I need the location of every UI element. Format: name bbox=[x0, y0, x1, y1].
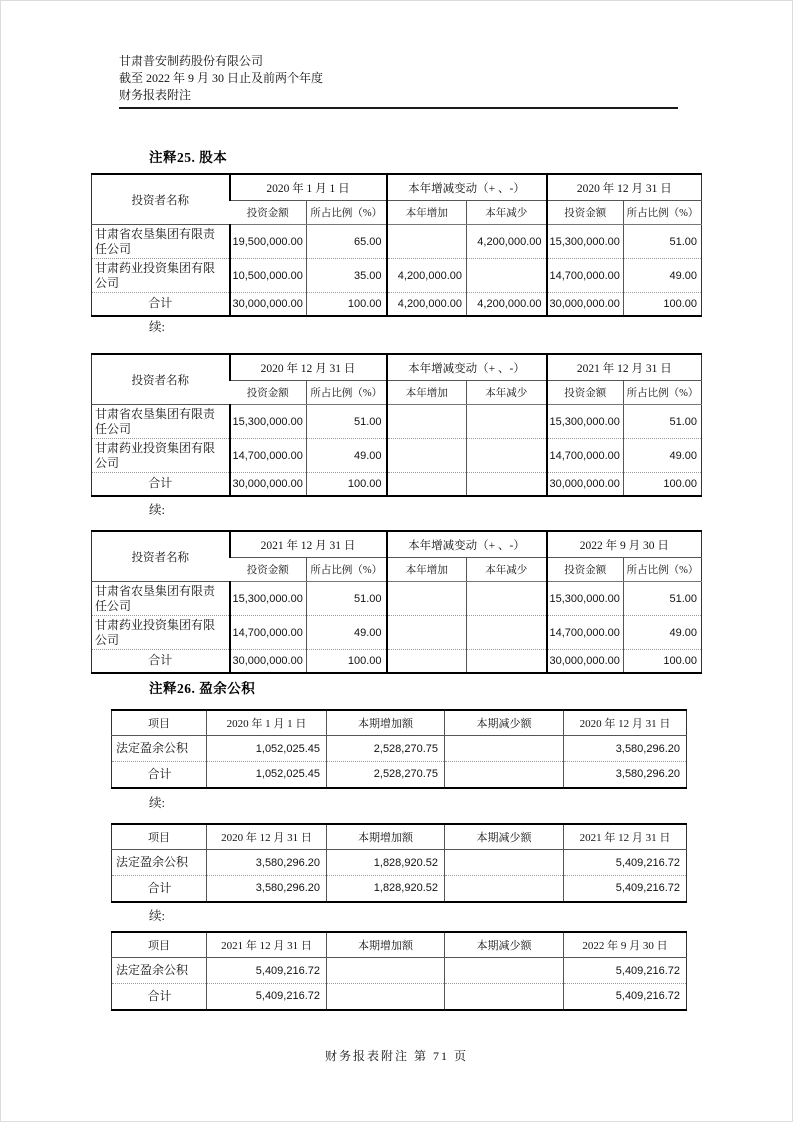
value-cell bbox=[445, 762, 564, 788]
value-cell: 49.00 bbox=[624, 259, 702, 293]
column-header: 本期减少额 bbox=[445, 932, 564, 958]
table-row bbox=[92, 259, 702, 293]
value-cell: 1,052,025.45 bbox=[207, 762, 327, 788]
investor-name-cell: 合计 bbox=[92, 473, 230, 496]
investor-name-cell: 甘肃药业投资集团有限公司 bbox=[92, 259, 230, 293]
column-header: 本期增加额 bbox=[327, 932, 445, 958]
investor-name-cell: 甘肃省农垦集团有限责任公司 bbox=[92, 582, 230, 616]
period-start-header: 2020 年 1 月 1 日 bbox=[230, 174, 387, 201]
investor-name-cell: 甘肃药业投资集团有限公司 bbox=[92, 439, 230, 473]
value-cell bbox=[387, 616, 467, 650]
value-cell: 15,300,000.00 bbox=[230, 582, 307, 616]
value-cell: 100.00 bbox=[624, 293, 702, 316]
period-start-header: 2020 年 12 月 31 日 bbox=[230, 354, 387, 381]
value-cell bbox=[445, 958, 564, 984]
investor-name-cell: 甘肃药业投资集团有限公司 bbox=[92, 616, 230, 650]
item-name-cell: 法定盈余公积 bbox=[112, 736, 207, 762]
value-cell bbox=[387, 405, 467, 439]
change-header: 本年增减变动（+ 、-） bbox=[387, 531, 547, 558]
table-row bbox=[112, 736, 687, 762]
period-end-header: 2020 年 12 月 31 日 bbox=[547, 174, 702, 201]
value-cell: 51.00 bbox=[624, 225, 702, 259]
continued-label: 续: bbox=[149, 909, 165, 923]
value-cell: 15,300,000.00 bbox=[230, 405, 307, 439]
value-cell: 30,000,000.00 bbox=[230, 293, 307, 316]
note26-title: 注释26. 盈余公积 bbox=[149, 681, 256, 696]
value-cell: 5,409,216.72 bbox=[564, 958, 687, 984]
item-name-cell: 法定盈余公积 bbox=[112, 958, 207, 984]
column-header: 2020 年 12 月 31 日 bbox=[207, 824, 327, 850]
value-cell: 49.00 bbox=[624, 439, 702, 473]
item-name-cell: 合计 bbox=[112, 984, 207, 1010]
value-cell bbox=[445, 876, 564, 902]
sub-header: 所占比例（%） bbox=[624, 381, 702, 405]
value-cell bbox=[467, 259, 547, 293]
page-footer: 财务报表附注 第 71 页 bbox=[324, 1049, 468, 1063]
investor-name-header: 投资者名称 bbox=[92, 354, 230, 405]
sub-header: 本年减少 bbox=[467, 201, 547, 225]
value-cell: 100.00 bbox=[307, 650, 387, 673]
value-cell: 30,000,000.00 bbox=[547, 293, 624, 316]
column-header: 本期减少额 bbox=[445, 824, 564, 850]
value-cell: 100.00 bbox=[624, 650, 702, 673]
sub-header: 本年增加 bbox=[387, 201, 467, 225]
value-cell: 1,828,920.52 bbox=[327, 876, 445, 902]
value-cell: 3,580,296.20 bbox=[564, 762, 687, 788]
value-cell: 10,500,000.00 bbox=[230, 259, 307, 293]
doc-type-line: 财务报表附注 bbox=[119, 88, 192, 102]
sub-header: 所占比例（%） bbox=[624, 201, 702, 225]
value-cell: 14,700,000.00 bbox=[230, 616, 307, 650]
investor-name-cell: 甘肃省农垦集团有限责任公司 bbox=[92, 405, 230, 439]
period-start-header: 2021 年 12 月 31 日 bbox=[230, 531, 387, 558]
value-cell bbox=[445, 850, 564, 876]
value-cell: 49.00 bbox=[307, 616, 387, 650]
continued-label: 续: bbox=[149, 503, 165, 517]
period-line: 截至 2022 年 9 月 30 日止及前两个年度 bbox=[119, 71, 324, 85]
column-header: 2021 年 12 月 31 日 bbox=[564, 824, 687, 850]
value-cell: 19,500,000.00 bbox=[230, 225, 307, 259]
table-row bbox=[112, 958, 687, 984]
value-cell: 1,828,920.52 bbox=[327, 850, 445, 876]
table-row bbox=[92, 650, 702, 673]
share-capital-table-1 bbox=[91, 173, 702, 317]
value-cell: 5,409,216.72 bbox=[207, 984, 327, 1010]
value-cell bbox=[387, 582, 467, 616]
value-cell bbox=[467, 650, 547, 673]
value-cell: 15,300,000.00 bbox=[547, 405, 624, 439]
column-header: 2022 年 9 月 30 日 bbox=[564, 932, 687, 958]
value-cell: 100.00 bbox=[307, 293, 387, 316]
sub-header: 本年增加 bbox=[387, 558, 467, 582]
value-cell bbox=[445, 736, 564, 762]
value-cell: 4,200,000.00 bbox=[387, 293, 467, 316]
sub-header: 所占比例（%） bbox=[307, 558, 387, 582]
value-cell: 30,000,000.00 bbox=[230, 473, 307, 496]
table-row bbox=[92, 225, 702, 259]
table-row bbox=[112, 876, 687, 902]
value-cell: 1,052,025.45 bbox=[207, 736, 327, 762]
value-cell bbox=[467, 582, 547, 616]
item-name-cell: 合计 bbox=[112, 876, 207, 902]
table-row bbox=[92, 439, 702, 473]
change-header: 本年增减变动（+ 、-） bbox=[387, 174, 547, 201]
value-cell: 4,200,000.00 bbox=[467, 225, 547, 259]
sub-header: 投资金额 bbox=[230, 381, 307, 405]
investor-name-header: 投资者名称 bbox=[92, 174, 230, 225]
value-cell: 51.00 bbox=[307, 582, 387, 616]
value-cell: 3,580,296.20 bbox=[207, 850, 327, 876]
column-header: 2020 年 1 月 1 日 bbox=[207, 710, 327, 736]
value-cell: 4,200,000.00 bbox=[467, 293, 547, 316]
value-cell: 2,528,270.75 bbox=[327, 762, 445, 788]
investor-name-cell: 合计 bbox=[92, 650, 230, 673]
sub-header: 本年减少 bbox=[467, 558, 547, 582]
table-row bbox=[92, 405, 702, 439]
value-cell bbox=[387, 473, 467, 496]
continued-label: 续: bbox=[149, 320, 165, 334]
document-header bbox=[119, 53, 323, 104]
value-cell: 5,409,216.72 bbox=[564, 850, 687, 876]
investor-name-header: 投资者名称 bbox=[92, 531, 230, 582]
surplus-reserve-table-1 bbox=[111, 709, 687, 789]
value-cell: 30,000,000.00 bbox=[547, 473, 624, 496]
column-header: 2021 年 12 月 31 日 bbox=[207, 932, 327, 958]
value-cell: 3,580,296.20 bbox=[564, 736, 687, 762]
sub-header: 投资金额 bbox=[547, 558, 624, 582]
sub-header: 投资金额 bbox=[547, 201, 624, 225]
value-cell: 15,300,000.00 bbox=[547, 582, 624, 616]
column-header: 本期减少额 bbox=[445, 710, 564, 736]
surplus-reserve-table-2 bbox=[111, 823, 687, 903]
sub-header: 所占比例（%） bbox=[624, 558, 702, 582]
value-cell: 30,000,000.00 bbox=[547, 650, 624, 673]
table-row bbox=[92, 293, 702, 316]
sub-header: 投资金额 bbox=[230, 558, 307, 582]
value-cell: 30,000,000.00 bbox=[230, 650, 307, 673]
change-header: 本年增减变动（+ 、-） bbox=[387, 354, 547, 381]
value-cell: 35.00 bbox=[307, 259, 387, 293]
value-cell: 5,409,216.72 bbox=[564, 984, 687, 1010]
item-name-cell: 法定盈余公积 bbox=[112, 850, 207, 876]
value-cell bbox=[387, 650, 467, 673]
investor-name-cell: 合计 bbox=[92, 293, 230, 316]
value-cell bbox=[467, 439, 547, 473]
value-cell: 15,300,000.00 bbox=[547, 225, 624, 259]
table-row bbox=[92, 473, 702, 496]
value-cell bbox=[387, 225, 467, 259]
period-end-header: 2021 年 12 月 31 日 bbox=[547, 354, 702, 381]
value-cell: 51.00 bbox=[624, 582, 702, 616]
table-row bbox=[92, 616, 702, 650]
column-header: 项目 bbox=[112, 710, 207, 736]
value-cell bbox=[467, 405, 547, 439]
value-cell: 100.00 bbox=[307, 473, 387, 496]
share-capital-table-2 bbox=[91, 353, 702, 497]
column-header: 本期增加额 bbox=[327, 824, 445, 850]
sub-header: 所占比例（%） bbox=[307, 381, 387, 405]
value-cell: 14,700,000.00 bbox=[547, 439, 624, 473]
value-cell: 51.00 bbox=[307, 405, 387, 439]
value-cell bbox=[327, 984, 445, 1010]
value-cell: 14,700,000.00 bbox=[230, 439, 307, 473]
column-header: 2020 年 12 月 31 日 bbox=[564, 710, 687, 736]
column-header: 项目 bbox=[112, 824, 207, 850]
continued-label: 续: bbox=[149, 796, 165, 810]
period-end-header: 2022 年 9 月 30 日 bbox=[547, 531, 702, 558]
sub-header: 投资金额 bbox=[230, 201, 307, 225]
value-cell bbox=[387, 439, 467, 473]
sub-header: 投资金额 bbox=[547, 381, 624, 405]
table-row bbox=[92, 582, 702, 616]
value-cell: 49.00 bbox=[624, 616, 702, 650]
value-cell: 14,700,000.00 bbox=[547, 259, 624, 293]
value-cell: 49.00 bbox=[307, 439, 387, 473]
surplus-reserve-table-3 bbox=[111, 931, 687, 1011]
value-cell: 14,700,000.00 bbox=[547, 616, 624, 650]
value-cell: 4,200,000.00 bbox=[387, 259, 467, 293]
sub-header: 所占比例（%） bbox=[307, 201, 387, 225]
investor-name-cell: 甘肃省农垦集团有限责任公司 bbox=[92, 225, 230, 259]
value-cell: 5,409,216.72 bbox=[207, 958, 327, 984]
value-cell bbox=[467, 473, 547, 496]
table-row bbox=[112, 762, 687, 788]
sub-header: 本年减少 bbox=[467, 381, 547, 405]
value-cell bbox=[445, 984, 564, 1010]
value-cell: 3,580,296.20 bbox=[207, 876, 327, 902]
sub-header: 本年增加 bbox=[387, 381, 467, 405]
header-divider bbox=[119, 107, 678, 109]
value-cell: 100.00 bbox=[624, 473, 702, 496]
value-cell: 2,528,270.75 bbox=[327, 736, 445, 762]
column-header: 本期增加额 bbox=[327, 710, 445, 736]
share-capital-table-3 bbox=[91, 530, 702, 674]
value-cell: 65.00 bbox=[307, 225, 387, 259]
company-name: 甘肃普安制药股份有限公司 bbox=[119, 54, 264, 68]
value-cell: 51.00 bbox=[624, 405, 702, 439]
column-header: 项目 bbox=[112, 932, 207, 958]
item-name-cell: 合计 bbox=[112, 762, 207, 788]
value-cell: 5,409,216.72 bbox=[564, 876, 687, 902]
value-cell bbox=[327, 958, 445, 984]
value-cell bbox=[467, 616, 547, 650]
table-row bbox=[112, 984, 687, 1010]
table-row bbox=[112, 850, 687, 876]
note25-title: 注释25. 股本 bbox=[149, 150, 228, 165]
